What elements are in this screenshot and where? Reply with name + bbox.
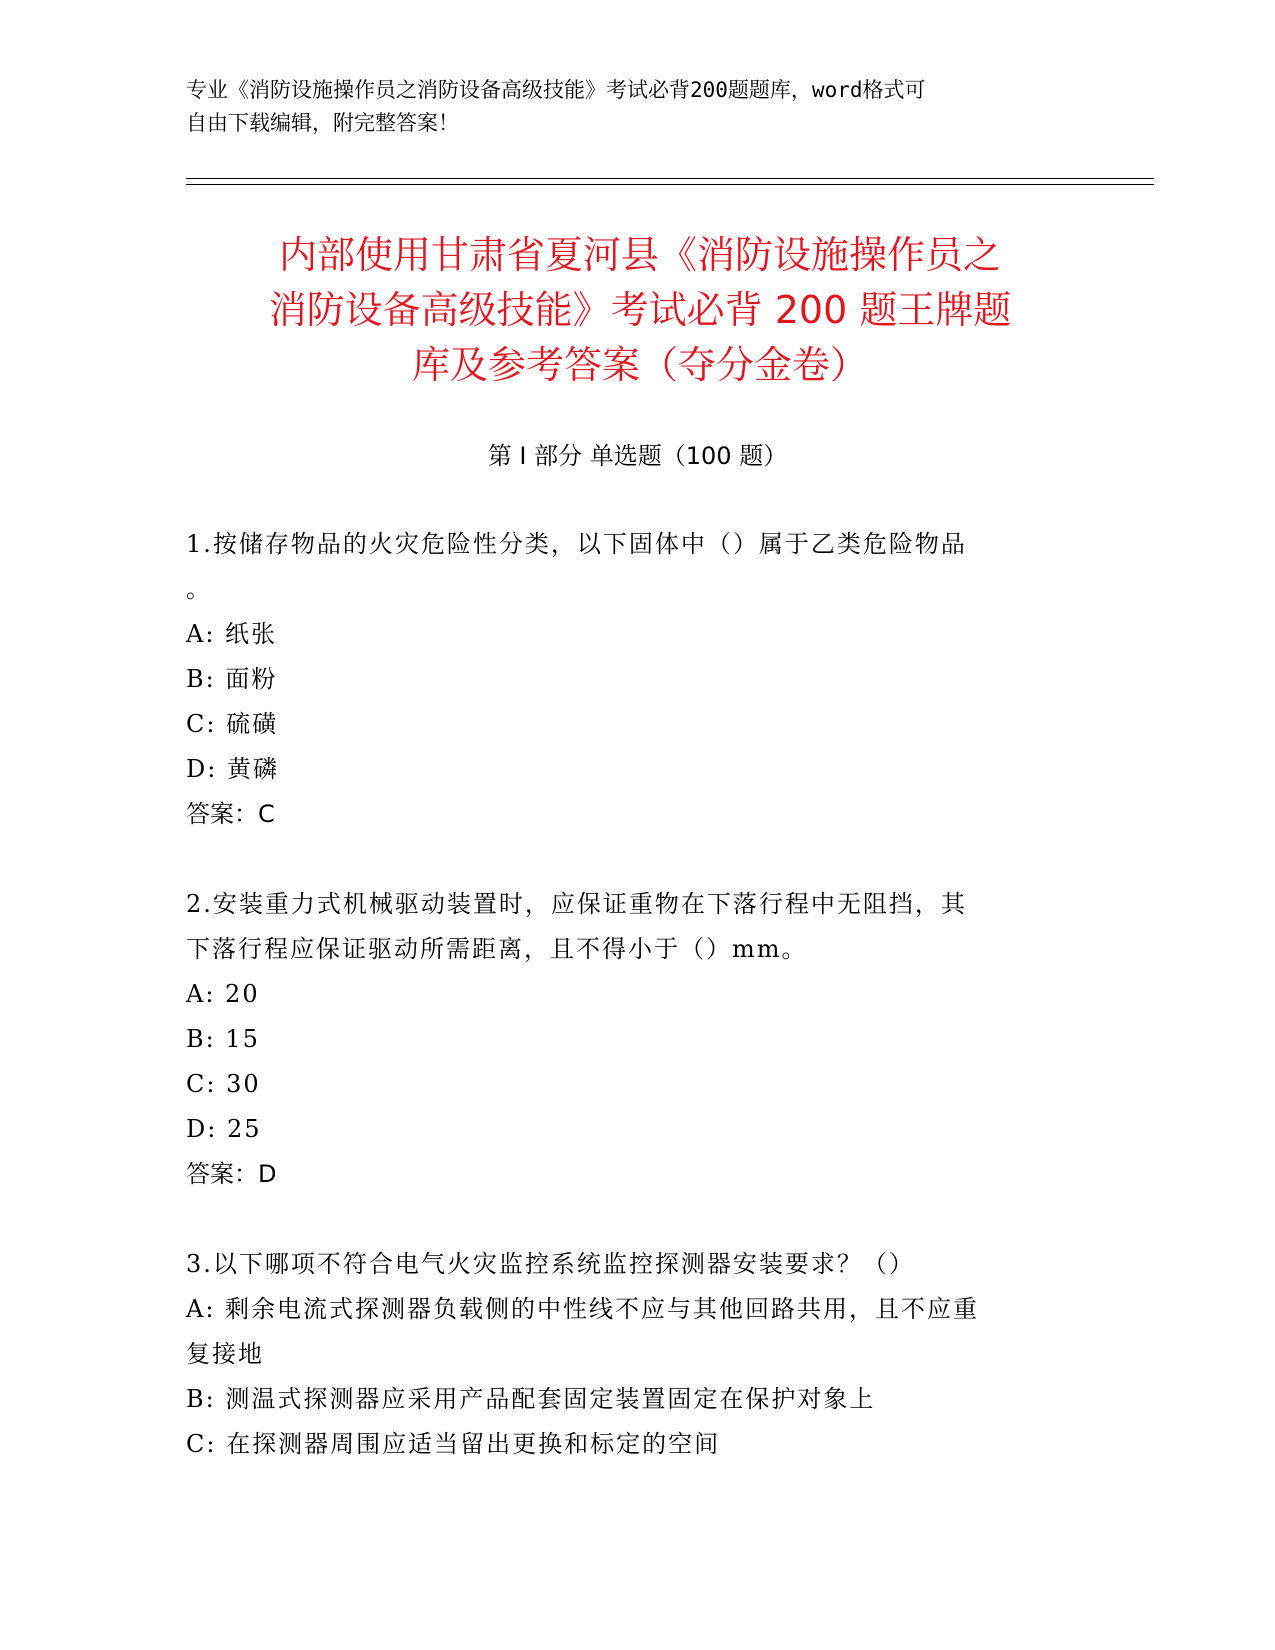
question-2-option-a: A: 20: [186, 980, 260, 1008]
question-3-option-a-continued: 复接地: [186, 1340, 264, 1368]
question-1-answer: 答案：C: [186, 800, 275, 828]
header-note: [186, 74, 1066, 140]
question-1-option-a: A: 纸张: [186, 620, 278, 648]
question-2: [186, 882, 1086, 1197]
header-note-line-2: 自由下载编辑，附完整答案！: [186, 111, 459, 135]
question-2-answer: 答案：D: [186, 1160, 277, 1188]
question-1-option-c: C: 硫磺: [186, 710, 279, 738]
question-1-option-b: B: 面粉: [186, 665, 278, 693]
question-3-stem-line-1: 3.以下哪项不符合电气火灾监控系统监控探测器安装要求？（）: [186, 1250, 915, 1278]
question-2-stem-line-1: 2.安装重力式机械驱动装置时，应保证重物在下落行程中无阻挡，其: [186, 890, 967, 918]
question-2-option-b: B: 15: [186, 1025, 260, 1053]
question-1-stem-line-2: 。: [186, 575, 212, 603]
question-2-stem-line-2: 下落行程应保证驱动所需距离，且不得小于（）mm。: [186, 935, 808, 963]
question-1-stem-line-1: 1.按储存物品的火灾危险性分类，以下固体中（）属于乙类危险物品: [186, 530, 967, 558]
question-2-option-d: D: 25: [186, 1115, 262, 1143]
question-2-option-c: C: 30: [186, 1070, 261, 1098]
section-heading: 第 I 部分 单选题（100 题）: [487, 442, 788, 470]
question-3-option-a: A: 剩余电流式探测器负载侧的中性线不应与其他回路共用，且不应重: [186, 1295, 980, 1323]
header-note-line-1: 专业《消防设施操作员之消防设备高级技能》考试必背200题题库，word格式可: [186, 78, 926, 102]
document-title: [180, 228, 1100, 393]
document-title-line-1: 内部使用甘肃省夏河县《消防设施操作员之: [278, 233, 1001, 277]
question-1-option-d: D: 黄磷: [186, 755, 279, 783]
question-3-option-b: B: 测温式探测器应采用产品配套固定装置固定在保护对象上: [186, 1385, 876, 1413]
document-title-line-2: 消防设备高级技能》考试必背 200 题王牌题: [268, 288, 1012, 332]
document-title-line-3: 库及参考答案（夺分金卷）: [411, 343, 868, 387]
header-divider-top: [186, 178, 1154, 179]
question-3: [186, 1242, 1086, 1467]
header-divider-bottom: [186, 184, 1154, 185]
question-1: [186, 522, 1086, 837]
question-3-option-c: C: 在探测器周围应适当留出更换和标定的空间: [186, 1430, 721, 1458]
